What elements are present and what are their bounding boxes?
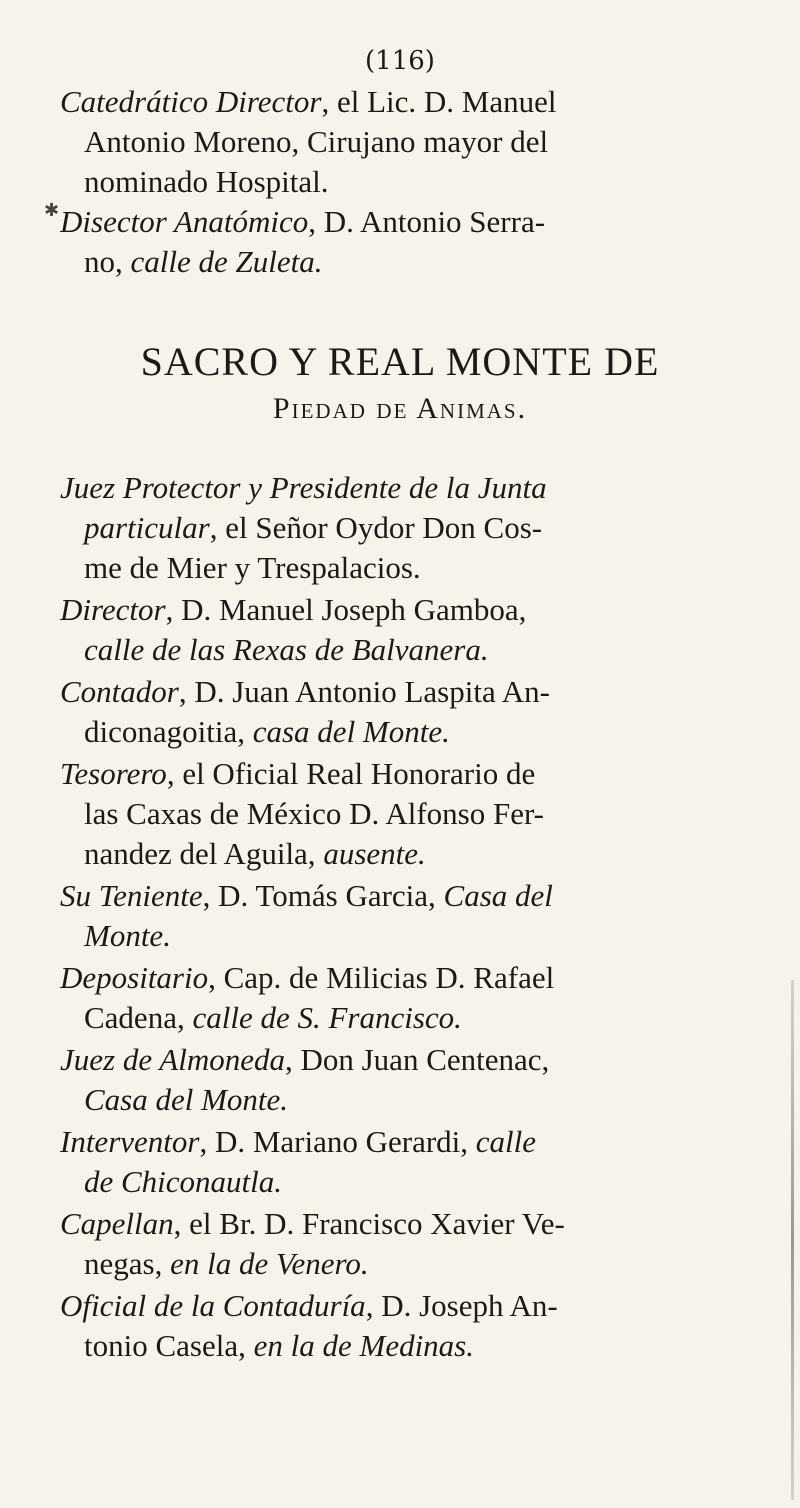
- page-edge-shadow: [791, 980, 794, 1500]
- section-heading: SACRO Y REAL MONTE DE: [140, 339, 660, 384]
- section-subheading: Piedad de Animas.: [272, 392, 528, 425]
- page-number: (116): [365, 46, 435, 76]
- line-11: Su Teniente, D. Tomás Garcia, Casa del: [60, 878, 553, 913]
- line-16: Casa del Monte.: [84, 1082, 289, 1117]
- line-21: Oficial de la Contaduría, D. Joseph An-: [60, 1288, 558, 1323]
- line-1: Juez Protector y Presidente de la Junta: [60, 470, 547, 505]
- line-5: calle de las Rexas de Balvanera.: [84, 632, 489, 667]
- entry-catedratico: Catedrático Director, el Lic. D. Manuel: [60, 84, 557, 119]
- line-20: negas, en la de Venero.: [84, 1246, 369, 1281]
- line-17: Interventor, D. Mariano Gerardi, calle: [60, 1124, 537, 1159]
- entry-disector-cont: no, calle de Zuleta.: [84, 244, 323, 279]
- line-6: Contador, D. Juan Antonio Laspita An-: [60, 674, 550, 709]
- line-7: diconagoitia, casa del Monte.: [84, 714, 450, 749]
- line-2: particular, el Señor Oydor Don Cos-: [84, 510, 543, 545]
- ink-mark-icon: ✱: [44, 200, 60, 221]
- line-22: tonio Casela, en la de Medinas.: [84, 1328, 474, 1363]
- entry-disector: Disector Anatómico, D. Antonio Serra-: [60, 204, 546, 239]
- line-13: Depositario, Cap. de Milicias D. Rafael: [60, 960, 555, 995]
- line-4: Director, D. Manuel Joseph Gamboa,: [60, 592, 527, 627]
- entry-catedratico-cont1: Antonio Moreno, Cirujano mayor del: [84, 124, 549, 159]
- line-19: Capellan, el Br. D. Francisco Xavier Ve-: [60, 1206, 565, 1241]
- entry-catedratico-cont2: nominado Hospital.: [84, 164, 329, 199]
- line-9: las Caxas de México D. Alfonso Fer-: [84, 796, 544, 831]
- line-3: me de Mier y Trespalacios.: [84, 550, 421, 585]
- line-18: de Chiconautla.: [84, 1164, 283, 1199]
- line-14: Cadena, calle de S. Francisco.: [84, 1000, 462, 1035]
- line-8: Tesorero, el Oficial Real Honorario de: [60, 756, 536, 791]
- line-10: nandez del Aguila, ausente.: [84, 836, 426, 871]
- line-15: Juez de Almoneda, Don Juan Centenac,: [60, 1042, 550, 1077]
- line-12: Monte.: [84, 918, 171, 953]
